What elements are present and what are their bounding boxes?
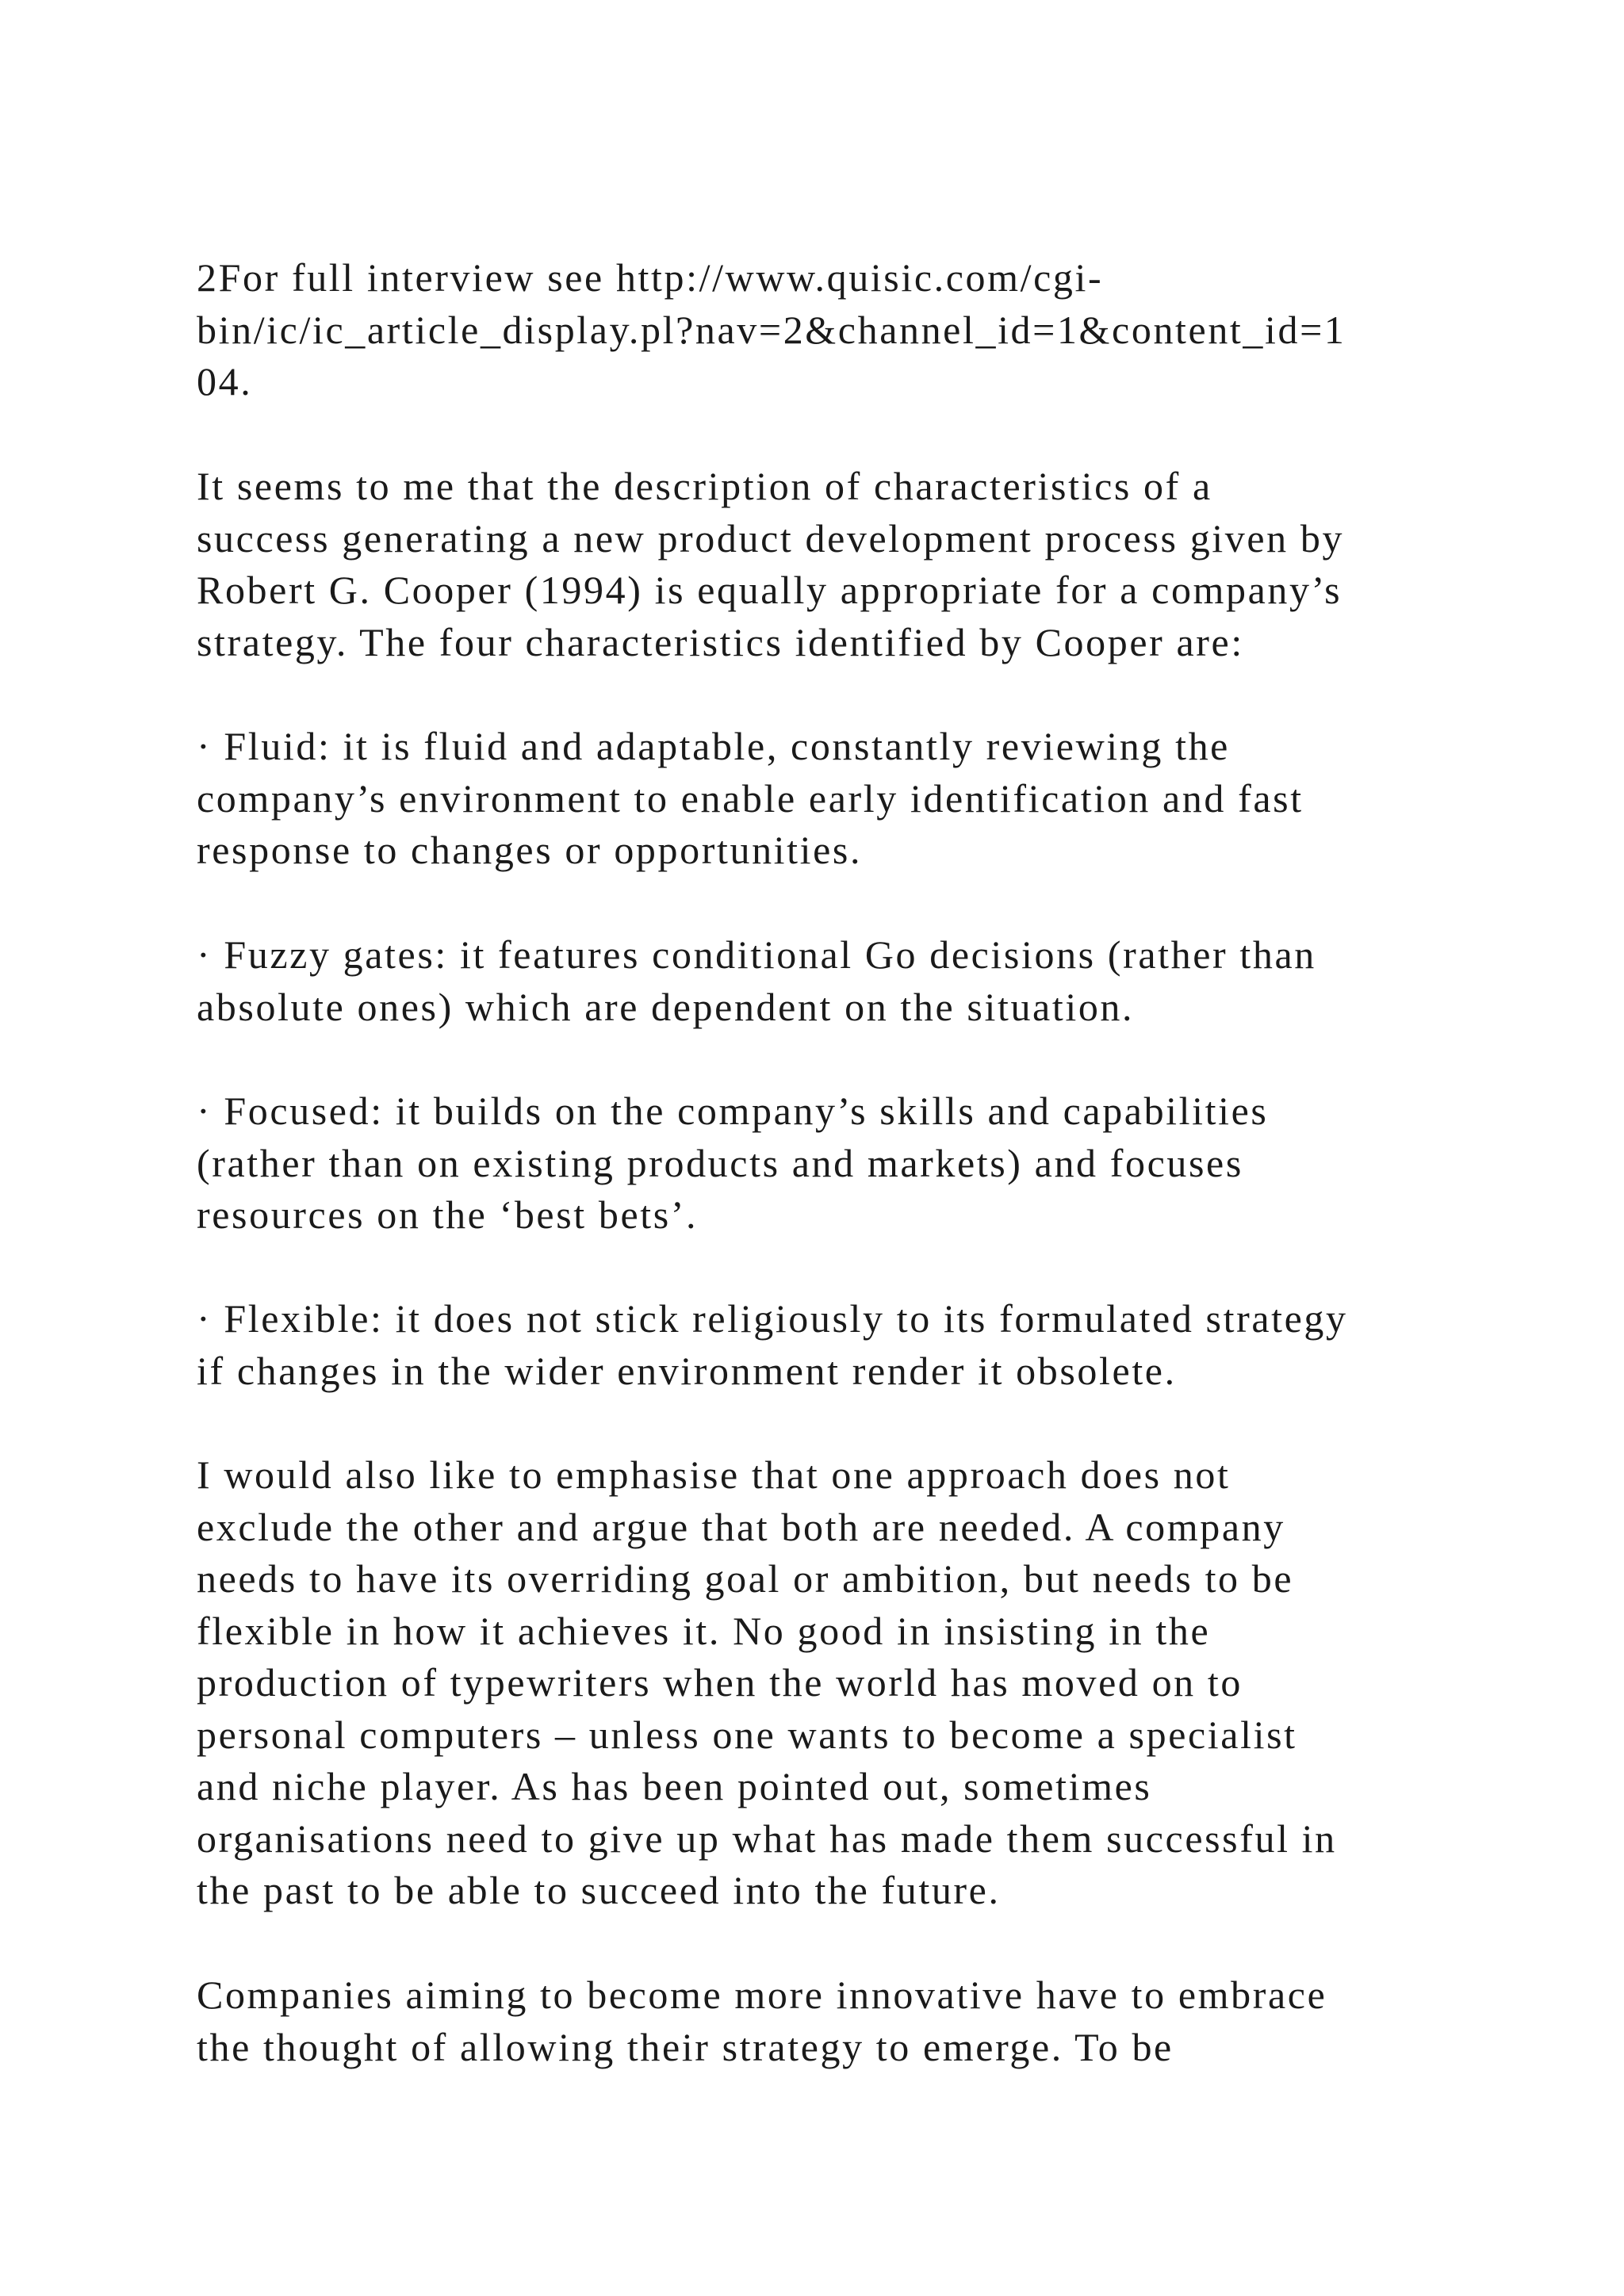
- text-line: the past to be able to succeed into the future.: [197, 1868, 1001, 1912]
- text-line: 04.: [197, 359, 253, 404]
- text-line: organisations need to give up what has made them successful in: [197, 1816, 1337, 1861]
- text-line: company’s environment to enable early identification and fast: [197, 775, 1304, 821]
- text-line: resources on the ‘best bets’.: [197, 1192, 699, 1237]
- text-line: I would also like to emphasise that one approach does not: [197, 1452, 1231, 1497]
- text-line: if changes in the wider environment render it obsolete.: [197, 1348, 1177, 1393]
- text-line: (rather than on existing products and markets) and focuses: [197, 1140, 1243, 1185]
- text-line: Companies aiming to become more innovative have to embrace: [197, 1973, 1327, 2017]
- text-line: the thought of allowing their strategy to emerge. To be: [197, 2024, 1174, 2069]
- paragraph-innovative-companies: [197, 1969, 1497, 2073]
- text-line: and niche player. As has been pointed out, sometimes: [197, 1764, 1152, 1808]
- paragraph-cooper-characteristics: [197, 461, 1497, 668]
- text-line: bin/ic/ic_article_display.pl?nav=2&channel_id=1&content_id=1: [197, 307, 1346, 352]
- text-line: strategy. The four characteristics identified by Cooper are:: [197, 619, 1244, 664]
- text-line: It seems to me that the description of characteristics of a: [197, 464, 1212, 508]
- text-line: · Fluid: it is fluid and adaptable, constantly reviewing the: [197, 724, 1230, 768]
- text-line: production of typewriters when the world has moved on to: [197, 1660, 1243, 1705]
- text-line: · Flexible: it does not stick religiously to its formulated strategy: [197, 1296, 1348, 1341]
- text-line: absolute ones) which are dependent on the situation.: [197, 984, 1135, 1029]
- bullet-flexible: [197, 1293, 1497, 1397]
- text-line: needs to have its overriding goal or ambition, but needs to be: [197, 1556, 1294, 1601]
- text-line: · Focused: it builds on the company’s skills and capabilities: [197, 1089, 1269, 1133]
- footnote-interview-link: [197, 252, 1497, 408]
- text-line: Robert G. Cooper (1994) is equally appropriate for a company’s: [197, 568, 1342, 612]
- bullet-focused: [197, 1085, 1497, 1242]
- text-line: flexible in how it achieves it. No good in insisting in the: [197, 1608, 1211, 1653]
- text-line: personal computers – unless one wants to become a specialist: [197, 1712, 1297, 1757]
- text-line: · Fuzzy gates: it features conditional Go decisions (rather than: [197, 932, 1316, 977]
- text-line: 2For full interview see http://www.quisic.com/cgi-: [197, 255, 1104, 300]
- paragraph-both-approaches: [197, 1449, 1497, 1917]
- text-line: exclude the other and argue that both are needed. A company: [197, 1504, 1285, 1549]
- bullet-fuzzy-gates: [197, 929, 1497, 1033]
- text-line: success generating a new product development process given by: [197, 515, 1345, 561]
- bullet-fluid: [197, 721, 1497, 877]
- text-line: response to changes or opportunities.: [197, 828, 863, 872]
